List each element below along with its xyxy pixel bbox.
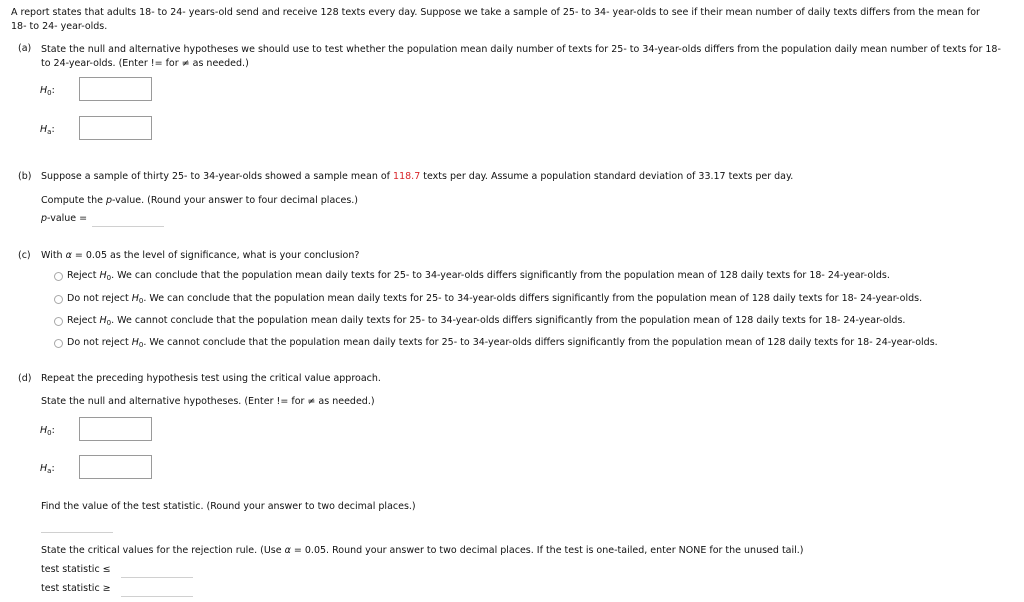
part-a-h0-input[interactable] xyxy=(79,77,152,101)
part-b-description: Suppose a sample of thirty 25- to 34-year-olds showed a sample mean of 118.7 texts per day. Assume a population standard deviation of 33.17 texts per day. xyxy=(41,171,794,182)
pvalue-label: p-value = xyxy=(41,213,88,224)
part-d-h0-input[interactable] xyxy=(79,417,152,441)
problem-intro: A report states that adults 18- to 24- years-old send and receive 128 texts every day. Suppose we take a sample of 25- to 34- year-olds to see if their mean number of daily texts differs from the mean for 18- to 24- year-olds. xyxy=(11,7,980,32)
conclusion-option-1-label: Reject $H_0$. We can conclude that the population mean daily texts for 25- to 34-year-olds differs significantly from the population mean of 128 daily texts for 18- 24-year-olds. xyxy=(67,270,890,282)
pvalue-input[interactable] xyxy=(92,211,164,227)
part-d-find-test-statistic: Find the value of the test statistic. (Round your answer to two decimal places.) xyxy=(41,501,416,512)
critical-value-upper-input[interactable] xyxy=(121,581,193,597)
test-statistic-ge-label: test statistic ≥ xyxy=(41,583,111,594)
part-a-instructions: State the null and alternative hypotheses we should use to test whether the population mean daily number of texts for 25- to 34-year-olds differs from the population daily mean number of texts for 18- to 24-year-olds. (Enter != for ≠ as needed.) xyxy=(41,44,1001,69)
part-b-compute-instructions: Compute the p-value. (Round your answer to four decimal places.) xyxy=(41,195,359,206)
conclusion-option-4-radio[interactable] xyxy=(54,339,63,348)
part-c-letter: (c) xyxy=(18,250,31,261)
conclusion-option-3-label: Reject $H_0$. We cannot conclude that the population mean daily texts for 25- to 34-year-olds differs significantly from the population mean of 128 daily texts for 18- 24-year-olds. xyxy=(67,315,906,327)
conclusion-option-2-radio[interactable] xyxy=(54,295,63,304)
part-d-critical-values-instructions: State the critical values for the rejection rule. (Use α = 0.05. Round your answer to two decimal places. If the test is one-tailed, enter NONE for the unused tail.) xyxy=(41,545,804,556)
part-a-ha-input[interactable] xyxy=(79,116,152,140)
conclusion-option-3-radio[interactable] xyxy=(54,317,63,326)
part-c-question: With α = 0.05 as the level of significance, what is your conclusion? xyxy=(41,250,360,261)
test-statistic-input[interactable] xyxy=(41,517,113,533)
part-d-h0-label: $H_0$: xyxy=(40,425,55,437)
part-a-h0-label: $H_0$: xyxy=(40,85,55,97)
conclusion-option-1-radio[interactable] xyxy=(54,272,63,281)
conclusion-option-2-label: Do not reject $H_0$. We can conclude that the population mean daily texts for 25- to 34-year-olds differs significantly from the population mean of 128 daily texts for 18- 24-year-olds. xyxy=(67,293,923,305)
part-a-letter: (a) xyxy=(18,43,32,54)
sample-mean-value: 118.7 xyxy=(393,171,421,182)
part-b-letter: (b) xyxy=(18,171,32,182)
test-statistic-le-label: test statistic ≤ xyxy=(41,564,111,575)
critical-value-lower-input[interactable] xyxy=(121,562,193,578)
conclusion-option-4-label: Do not reject $H_0$. We cannot conclude that the population mean daily texts for 25- to 34-year-olds differs significantly from the population mean of 128 daily texts for 18- 24-year-olds. xyxy=(67,337,938,349)
part-d-ha-label: $H_a$: xyxy=(40,463,55,475)
part-d-instructions: Repeat the preceding hypothesis test using the critical value approach. xyxy=(41,373,381,384)
part-d-state-hypotheses: State the null and alternative hypotheses. (Enter != for ≠ as needed.) xyxy=(41,396,375,407)
part-d-ha-input[interactable] xyxy=(79,455,152,479)
part-d-letter: (d) xyxy=(18,373,32,384)
part-a-ha-label: $H_a$: xyxy=(40,124,55,136)
